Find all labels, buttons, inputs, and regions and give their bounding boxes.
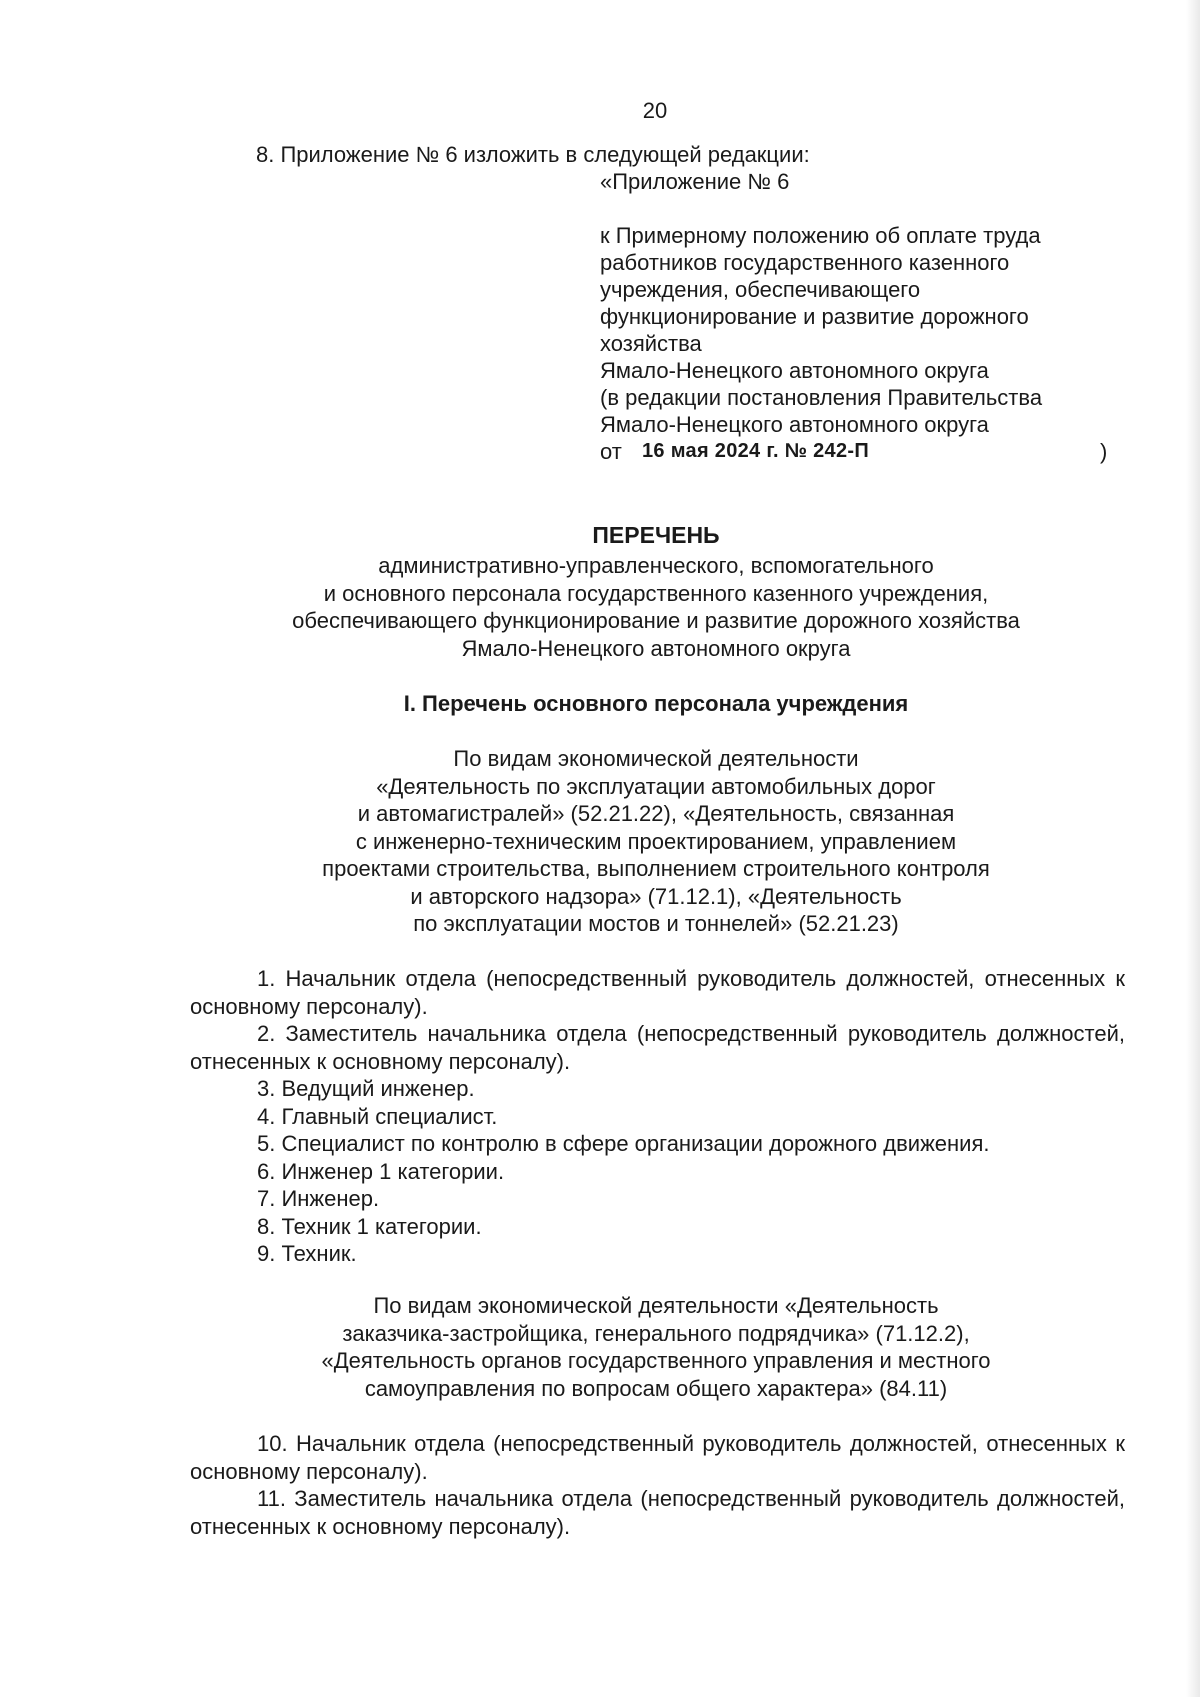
resolution-date-line [600, 438, 1120, 468]
appendix-reference-block [600, 222, 1120, 468]
appendix-line: хозяйства [600, 331, 702, 356]
list-item: 11. Заместитель начальника отдела (непосредственный руководитель должностей, отнесенных к основному персоналу). [190, 1486, 1125, 1539]
list-item: 4. Главный специалист. [257, 1103, 498, 1129]
resolution-date-number: 16 мая 2024 г. № 242-П [642, 440, 870, 462]
section-heading: I. Перечень основного персонала учреждения [403, 691, 909, 716]
list-item: 6. Инженер 1 категории. [257, 1158, 505, 1184]
appendix-line: работников государственного казенного [600, 250, 1010, 275]
activity-line: и автомагистралей» (52.21.22), «Деятельность, связанная [357, 801, 955, 826]
appendix-line: функционирование и развитие дорожного [600, 304, 1029, 329]
appendix-line: Ямало-Ненецкого автономного округа [600, 358, 989, 383]
closing-parenthesis: ) [1100, 439, 1108, 464]
page-edge-shadow [1186, 0, 1200, 1697]
subtitle-line: и основного персонала государственного казенного учреждения, [323, 580, 989, 606]
activity-line: проектами строительства, выполнением строительного контроля [322, 856, 990, 881]
document-title: ПЕРЕЧЕНЬ [592, 522, 720, 548]
date-prefix: от [600, 439, 622, 464]
positions-list [190, 1430, 1125, 1540]
activity-line: самоуправления по вопросам общего характера» (84.11) [364, 1375, 948, 1401]
appendix-line: к Примерному положению об оплате труда [600, 223, 1041, 248]
appendix-title: «Приложение № 6 [600, 169, 790, 194]
list-item: 7. Инженер. [257, 1186, 380, 1211]
positions-list [190, 965, 1125, 1268]
page-number: 20 [642, 98, 668, 123]
activity-line: с инженерно-техническим проектированием, управлением [355, 828, 957, 854]
list-item: 10. Начальник отдела (непосредственный руководитель должностей, отнесенных к основному персоналу). [190, 1431, 1125, 1484]
list-item: 9. Техник. [257, 1241, 357, 1266]
list-item: 1. Начальник отдела (непосредственный руководитель должностей, отнесенных к основному персоналу). [190, 966, 1125, 1019]
subtitle-line: обеспечивающего функционирование и развитие дорожного хозяйства [292, 608, 1020, 633]
list-item: 8. Техник 1 категории. [257, 1213, 482, 1239]
activity-line: «Деятельность по эксплуатации автомобильных дорог [376, 773, 936, 799]
list-item: 5. Специалист по контролю в сфере организации дорожного движения. [257, 1131, 990, 1156]
activity-group-heading [150, 745, 1162, 938]
appendix-line: учреждения, обеспечивающего [600, 277, 921, 302]
activity-line: по эксплуатации мостов и тоннелей» (52.21.23) [413, 911, 899, 936]
document-subtitle [150, 552, 1162, 662]
subtitle-line: Ямало-Ненецкого автономного округа [461, 635, 851, 661]
activity-line: По видам экономической деятельности «Деятельность [373, 1293, 939, 1318]
subtitle-line: административно-управленческого, вспомогательного [378, 553, 934, 578]
activity-group-heading [150, 1292, 1162, 1402]
activity-line: заказчика-застройщика, генерального подрядчика» (71.12.2), [342, 1320, 970, 1346]
list-item: 2. Заместитель начальника отдела (непосредственный руководитель должностей, отнесенных к основному персоналу). [190, 1021, 1125, 1074]
appendix-line: (в редакции постановления Правительства [600, 385, 1043, 410]
activity-line: «Деятельность органов государственного управления и местного [321, 1348, 991, 1373]
activity-line: и авторского надзора» (71.12.1), «Деятельность [410, 883, 902, 909]
amendment-intro: 8. Приложение № 6 изложить в следующей редакции: [256, 142, 810, 167]
list-item: 3. Ведущий инженер. [257, 1076, 475, 1101]
activity-line: По видам экономической деятельности [453, 746, 859, 771]
appendix-line: Ямало-Ненецкого автономного округа [600, 412, 989, 437]
